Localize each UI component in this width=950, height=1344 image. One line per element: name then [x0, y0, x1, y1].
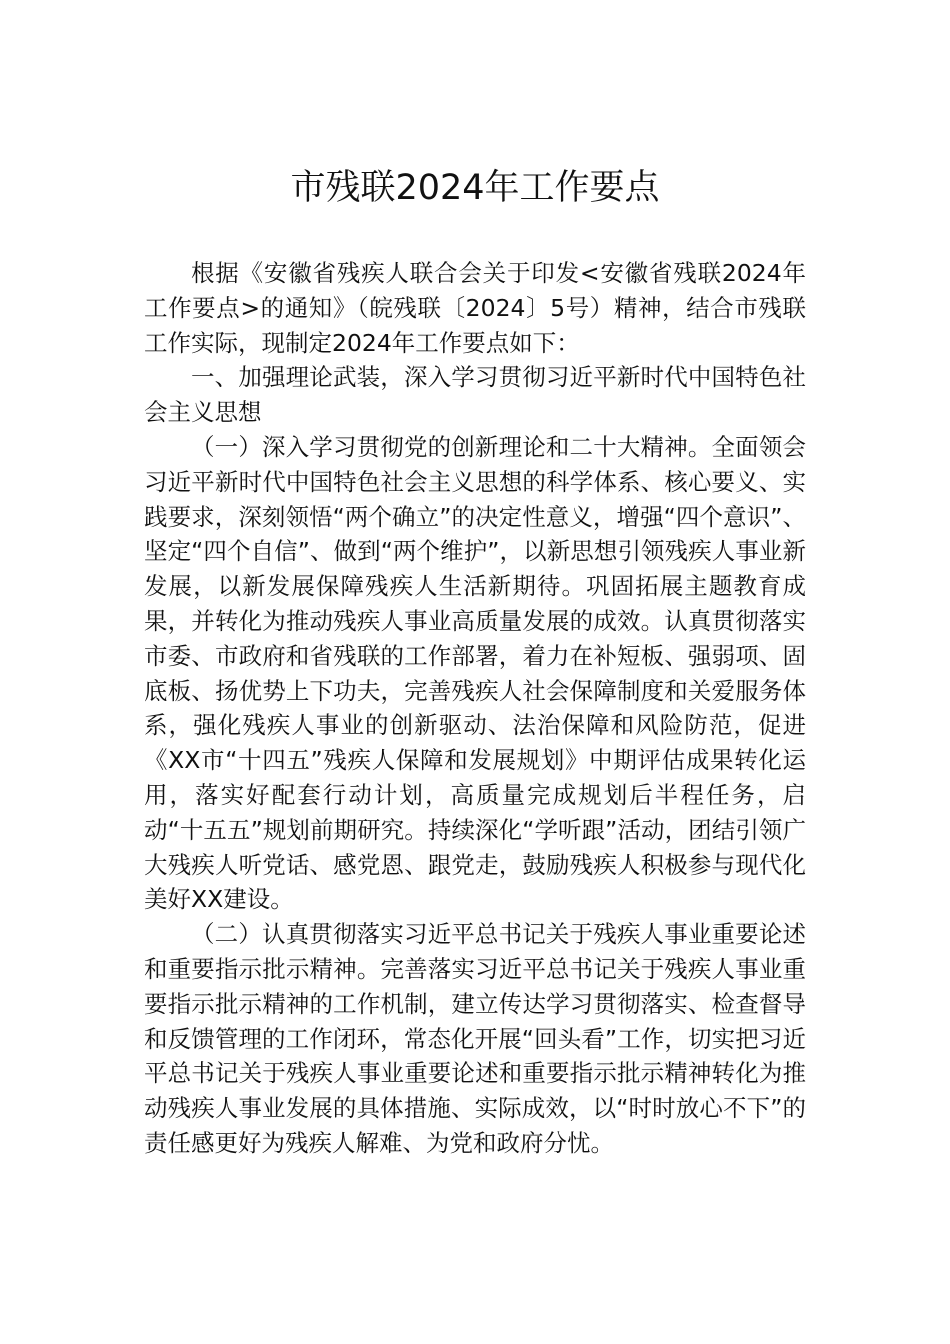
document-title: 市残联2024年工作要点 — [290, 168, 660, 208]
document-body — [144, 256, 806, 1161]
paragraph-item-2: （二）认真贯彻落实习近平总书记关于残疾人事业重要论述和重要指示批示精神。完善落实习近平总书记关于残疾人事业重要指示批示精神的工作机制，建立传达学习贯彻落实、检查督导和反馈管理的工作闭环，常态化开展“回头看”工作，切实把习近平总书记关于残疾人事业重要论述和重要指示批示精神转化为推动残疾人事业发展的具体措施、实际成效，以“时时放心不下”的责任感更好为残疾人解难、为党和政府分忧。 — [144, 920, 806, 1157]
paragraph-intro: 根据《安徽省残疾人联合会关于印发<安徽省残联2024年工作要点>的通知》（皖残联〔2024〕5号）精神，结合市残联工作实际，现制定2024年工作要点如下： — [144, 259, 806, 357]
section-heading-1: 一、加强理论武装，深入学习贯彻习近平新时代中国特色社会主义思想 — [144, 363, 806, 427]
paragraph-item-1: （一）深入学习贯彻党的创新理论和二十大精神。全面领会习近平新时代中国特色社会主义思想的科学体系、核心要义、实践要求，深刻领悟“两个确立”的决定性意义，增强“四个意识”、坚定“四个自信”、做到“两个维护”，以新思想引领残疾人事业新发展，以新发展保障残疾人生活新期待。巩固拓展主题教育成果，并转化为推动残疾人事业高质量发展的成效。认真贯彻落实市委、市政府和省残联的工作部署，着力在补短板、强弱项、固底板、扬优势上下功夫，完善残疾人社会保障制度和关爱服务体系，强化残疾人事业的创新驱动、法治保障和风险防范，促进《XX市“十四五”残疾人保障和发展规划》中期评估成果转化运用，落实好配套行动计划，高质量完成规划后半程任务，启动“十五五”规划前期研究。持续深化“学听跟”活动，团结引领广大残疾人听党话、感党恩、跟党走，鼓励残疾人积极参与现代化美好XX建设。 — [144, 432, 806, 914]
